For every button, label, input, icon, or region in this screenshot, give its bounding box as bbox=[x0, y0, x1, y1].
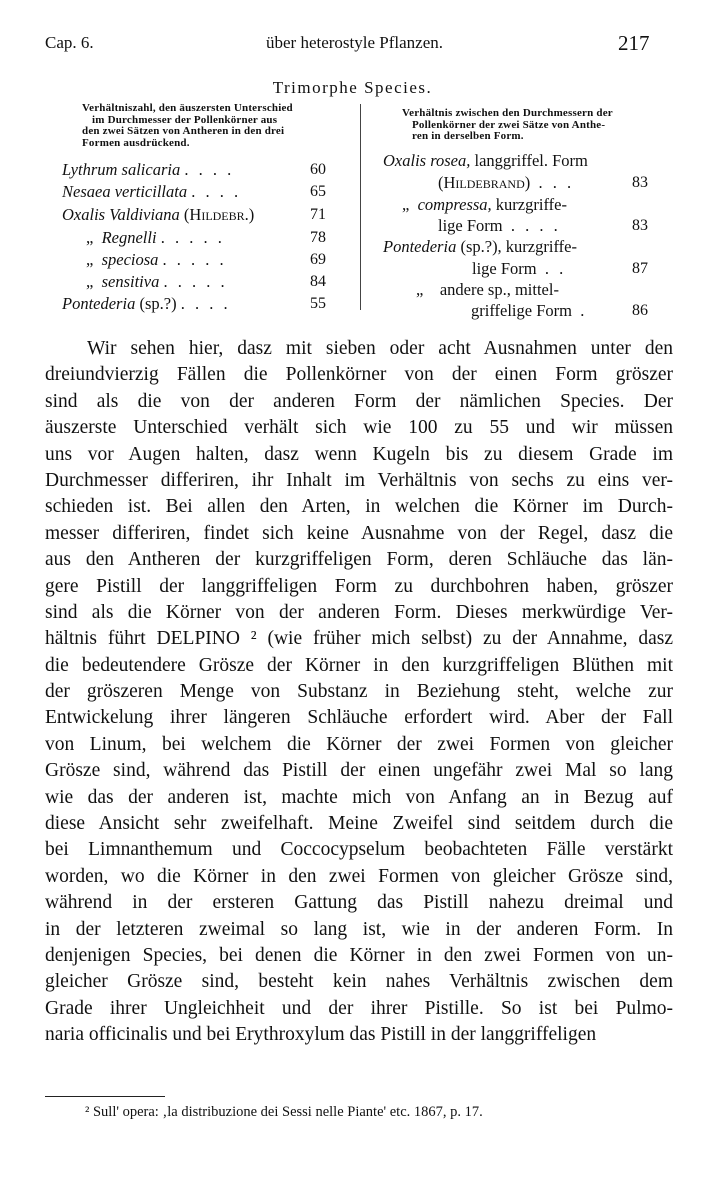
body-line: sind als die Körner von der anderen Form. Dieses merkwürdige Ver- bbox=[45, 601, 673, 623]
left-row-value: 84 bbox=[310, 273, 326, 290]
right-entry-line: Oxalis rosea, langgriffel. Form bbox=[383, 151, 588, 170]
right-entry-line: griffelige Form . bbox=[471, 301, 588, 320]
left-row: „ sensitiva . . . . . bbox=[86, 272, 228, 291]
right-entry-line: lige Form . . bbox=[472, 259, 567, 278]
body-line: gere Pistill der langgriffeligen Form zu durchbohren haben, gröszer bbox=[45, 575, 673, 597]
body-line: diese Ansicht sehr zweifelhaft. Meine Zweifel sind seitdem durch die bbox=[45, 813, 673, 835]
table-divider bbox=[360, 104, 361, 310]
body-line: während in der ersteren Gattung das Pistill nahezu dreimal und bbox=[45, 892, 673, 914]
right-entry-line: „ compressa, kurzgriffe- bbox=[402, 195, 567, 214]
body-line: Durchmesser differiren, ihr Inhalt im Verhältnis von sechs zu eins ver- bbox=[45, 469, 673, 491]
body-line: worden, wo die Körner in den zwei Formen von gleicher Grösze sind, bbox=[45, 865, 673, 887]
body-line: die bedeutendere Grösze der Körner in den kurzgriffeligen Blüthen mit bbox=[45, 654, 673, 676]
body-line: bei Limnanthemum und Coccocypselum beobachteten Fälle verstärkt bbox=[45, 839, 673, 861]
left-row-value: 65 bbox=[310, 183, 326, 200]
body-line: in der letzteren zweimal so lang ist, wie in der anderen Form. In bbox=[45, 918, 673, 940]
body-line: wie das der anderen ist, machte mich von Anfang an in Bezug auf bbox=[45, 786, 673, 808]
left-row: Nesaea verticillata . . . . bbox=[62, 182, 242, 201]
body-line: naria officinalis und bei Erythroxylum das Pistill in der langgriffeligen bbox=[45, 1024, 597, 1046]
footnote-rule bbox=[45, 1096, 165, 1097]
right-entry-line: lige Form . . . . bbox=[438, 216, 561, 235]
right-entry-value: 83 bbox=[632, 217, 648, 234]
right-entry-line: (Hildebrand) . . . bbox=[438, 173, 575, 192]
body-line: Wir sehen hier, dasz mit sieben oder acht Ausnahmen unter den bbox=[87, 338, 673, 359]
left-table-note: Verhältniszahl, den äuszersten Unterschied im Durchmesser der Pollenkörner aus den zwei Sätzen von Antheren in den drei Formen ausdrückend. bbox=[82, 102, 293, 149]
right-entry-value: 83 bbox=[632, 174, 648, 191]
body-line: hältnis führt DELPINO ² (wie früher mich selbst) zu der Annahme, dasz bbox=[45, 628, 673, 650]
left-row-value: 69 bbox=[310, 251, 326, 268]
chapter-label: Cap. 6. bbox=[45, 33, 94, 52]
left-row: Oxalis Valdiviana (Hildebr.) bbox=[62, 205, 255, 224]
body-line: sind als die von der anderen Form der nämlichen Species. Der bbox=[45, 390, 673, 412]
body-line: Entwickelung ihrer längeren Schläuche erfordert wird. Aber der Fall bbox=[45, 707, 673, 729]
body-line: denjenigen Species, bei denen die Körner in den zwei Formen von un- bbox=[45, 944, 673, 966]
page-number: 217 bbox=[618, 31, 650, 55]
left-row-value: 78 bbox=[310, 229, 326, 246]
footnote: ² Sull' opera: ‚la distribuzione dei Sessi nelle Piante' etc. 1867, p. 17. bbox=[85, 1104, 483, 1120]
left-row: Pontederia (sp.?) . . . . bbox=[62, 294, 231, 313]
left-row-value: 60 bbox=[310, 161, 326, 178]
body-line: der gröszeren Menge von Substanz in Beziehung steht, welche zur bbox=[45, 681, 673, 703]
left-row: Lythrum salicaria . . . . bbox=[62, 160, 235, 179]
right-table-note: Verhältnis zwischen den Durchmessern der Pollenkörner der zwei Sätze von Anthe- ren in derselben Form. bbox=[402, 107, 613, 142]
body-line: äuszerste Unterschied verhält sich wie 100 zu 55 und wir müssen bbox=[45, 417, 673, 439]
right-entry-value: 86 bbox=[632, 302, 648, 319]
body-line: uns vor Augen halten, dasz wenn Kugeln bis zu diesem Grade im bbox=[45, 443, 673, 465]
body-line: dreiundvierzig Fällen die Pollenkörner von der einen Form gröszer bbox=[45, 364, 673, 386]
body-paragraph bbox=[45, 336, 673, 1049]
left-row: „ Regnelli . . . . . bbox=[86, 228, 225, 247]
body-line: Grade ihrer Ungleichheit und der ihrer Pistille. So ist bei Pulmo- bbox=[45, 997, 673, 1019]
right-entry-value: 87 bbox=[632, 260, 648, 277]
left-row: „ speciosa . . . . . bbox=[86, 250, 227, 269]
section-title: Trimorphe Species. bbox=[272, 78, 433, 97]
body-line: Grösze sind, während das Pistill der einen ungefähr zwei Mal so lang bbox=[45, 760, 673, 782]
body-line: aus den Antheren der kurzgriffeligen Form, deren Schläuche das län- bbox=[45, 549, 673, 571]
right-entry-line: Pontederia (sp.?), kurzgriffe- bbox=[383, 237, 577, 256]
running-title: über heterostyle Pflanzen. bbox=[266, 33, 444, 52]
body-line: gleicher Grösze sind, besteht kein nahes Verhältnis zwischen dem bbox=[45, 971, 673, 993]
body-line: messer differiren, findet sich keine Ausnahme von der Regel, dasz die bbox=[45, 522, 673, 544]
left-row-value: 55 bbox=[310, 295, 326, 312]
right-entry-line: „ andere sp., mittel- bbox=[416, 280, 559, 299]
body-line: schieden ist. Bei allen den Arten, in welchen die Körner im Durch- bbox=[45, 496, 673, 518]
left-row-value: 71 bbox=[310, 206, 326, 223]
body-line: von Linum, bei welchem die Körner der zwei Formen von gleicher bbox=[45, 733, 673, 755]
